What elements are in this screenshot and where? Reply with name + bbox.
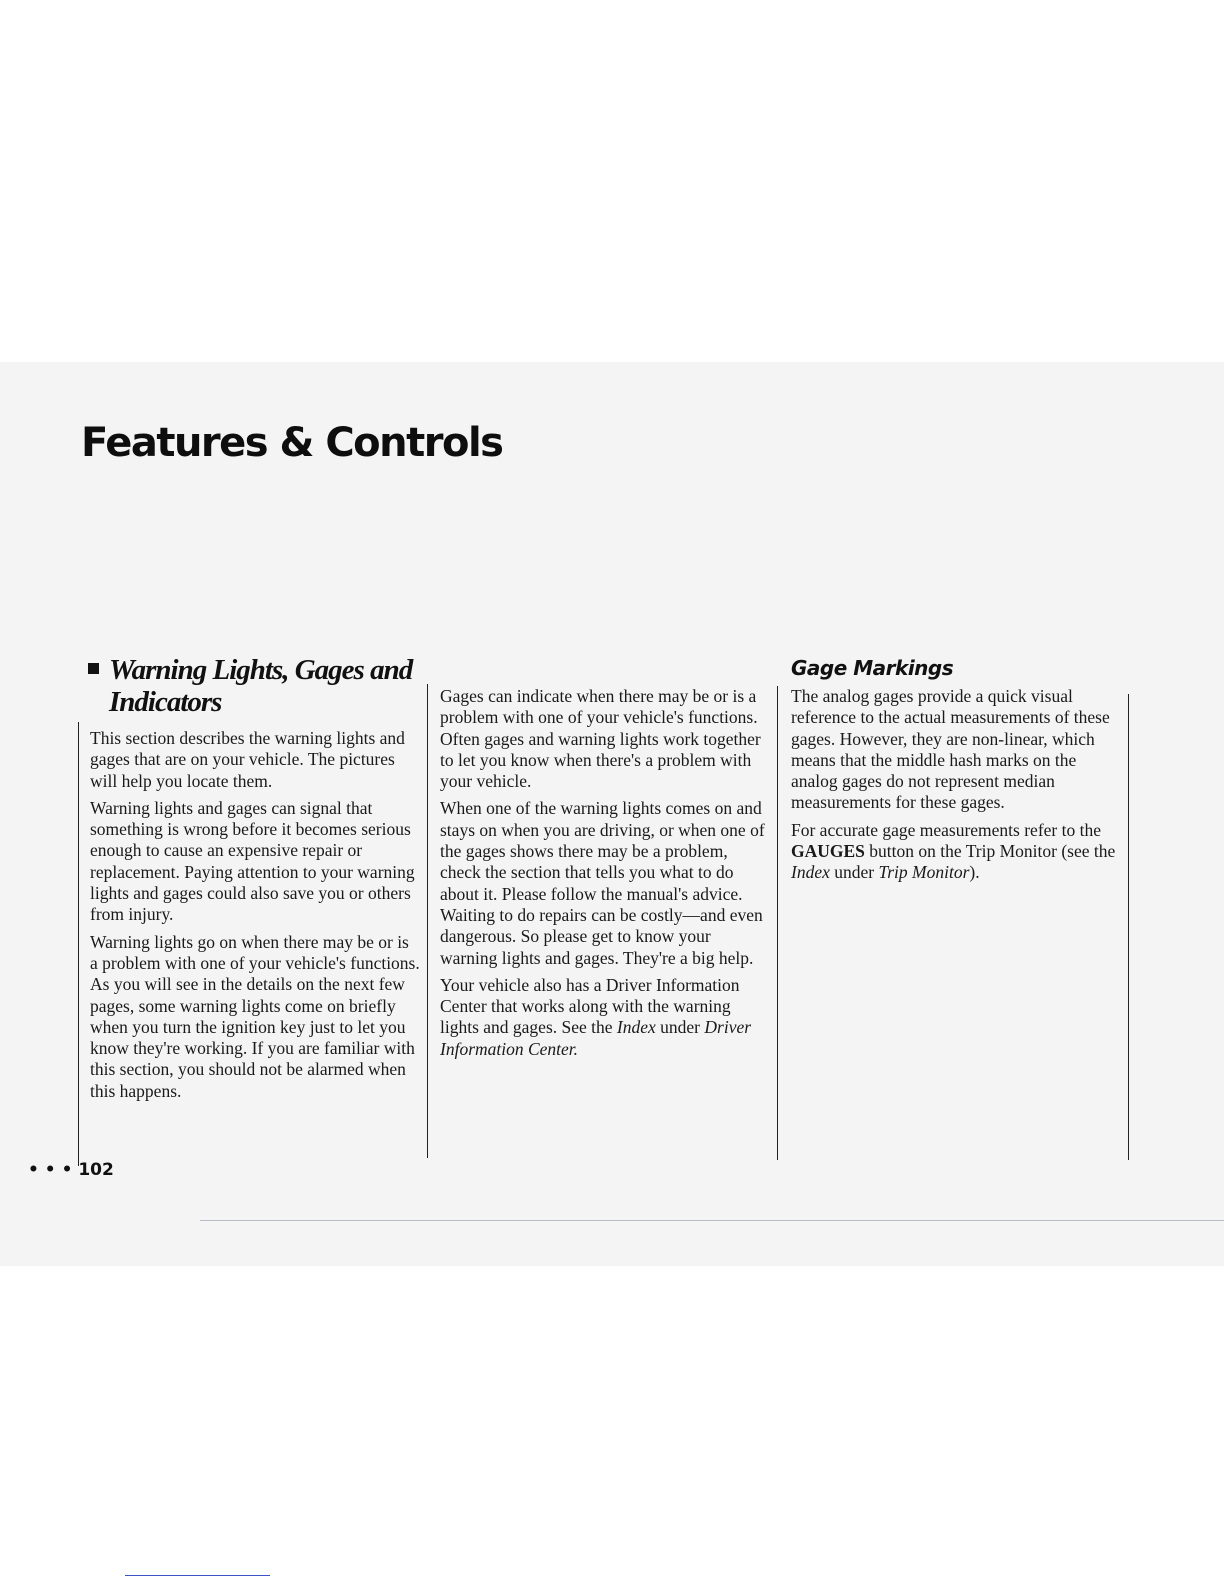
driver-information-center-reference: Driver Information Center.	[440, 1017, 752, 1059]
chapter-title: Features & Controls	[81, 420, 503, 466]
section-heading-line2: Indicators	[109, 686, 222, 718]
paragraph: Warning lights and gages can signal that something is wrong before it becomes serious enough to cause an expensive repair or replacement. Paying attention to your warning lights and gages could also save you or others from injury.	[90, 797, 415, 925]
gage-markings-heading: Gage Markings	[791, 656, 954, 680]
column-rule-1	[78, 722, 79, 1166]
bottom-divider	[200, 1220, 1224, 1221]
column-1	[90, 728, 420, 1108]
column-rule-4	[1128, 694, 1129, 1160]
section-heading-line1: Warning Lights, Gages and	[109, 654, 413, 686]
text-run: button on the Trip Monitor (see the	[864, 841, 1116, 862]
paragraph	[791, 820, 1121, 884]
trip-monitor-reference: Trip Monitor	[878, 862, 970, 883]
column-rule-3	[777, 686, 778, 1160]
page-number: • • • 102	[28, 1160, 114, 1180]
column-3	[791, 686, 1121, 890]
index-reference: Index	[616, 1017, 656, 1038]
index-reference: Index	[791, 862, 830, 883]
paragraph: Gages can indicate when there may be or is a problem with one of your vehicle's functions. Often gages and warning lights work together to let you know when there's a problem with your vehicle.	[440, 686, 761, 792]
text-run: under	[655, 1017, 705, 1038]
footer-link-underline	[125, 1575, 270, 1576]
gauges-button-label: GAUGES	[791, 841, 865, 862]
column-2	[440, 686, 770, 1066]
paragraph: When one of the warning lights comes on and stays on when you are driving, or when one of the gages shows there may be a problem, check the section that tells you what to do about it. Please follow the manual's advice. Waiting to do repairs can be costly—and even dangerous. So please get to know your warning lights and gages. They're a big help.	[440, 798, 765, 968]
column-rule-2	[427, 684, 428, 1158]
text-run: For accurate gage measurements refer to the	[791, 819, 1101, 840]
paragraph: This section describes the warning lights and gages that are on your vehicle. The pictures will help you locate them.	[90, 728, 405, 791]
text-run: ).	[969, 862, 980, 883]
paragraph: Warning lights go on when there may be or is a problem with one of your vehicle's functions. As you will see in the details on the next few pages, some warning lights come on briefly when you turn the ignition key just to let you know they're working. If you are familiar with this section, you should not be alarmed when this happens.	[90, 931, 420, 1101]
paragraph: The analog gages provide a quick visual reference to the actual measurements of these gages. However, they are non-linear, which means that the middle hash marks on the analog gages do not represent median measurements for these gages.	[791, 686, 1110, 813]
paragraph	[440, 975, 770, 1060]
section-heading	[88, 654, 418, 718]
text-run: Your vehicle also has a Driver Information Center that works along with the warning lights and gages. See the	[440, 974, 740, 1038]
square-bullet-icon	[88, 663, 99, 674]
text-run: under	[829, 862, 879, 883]
